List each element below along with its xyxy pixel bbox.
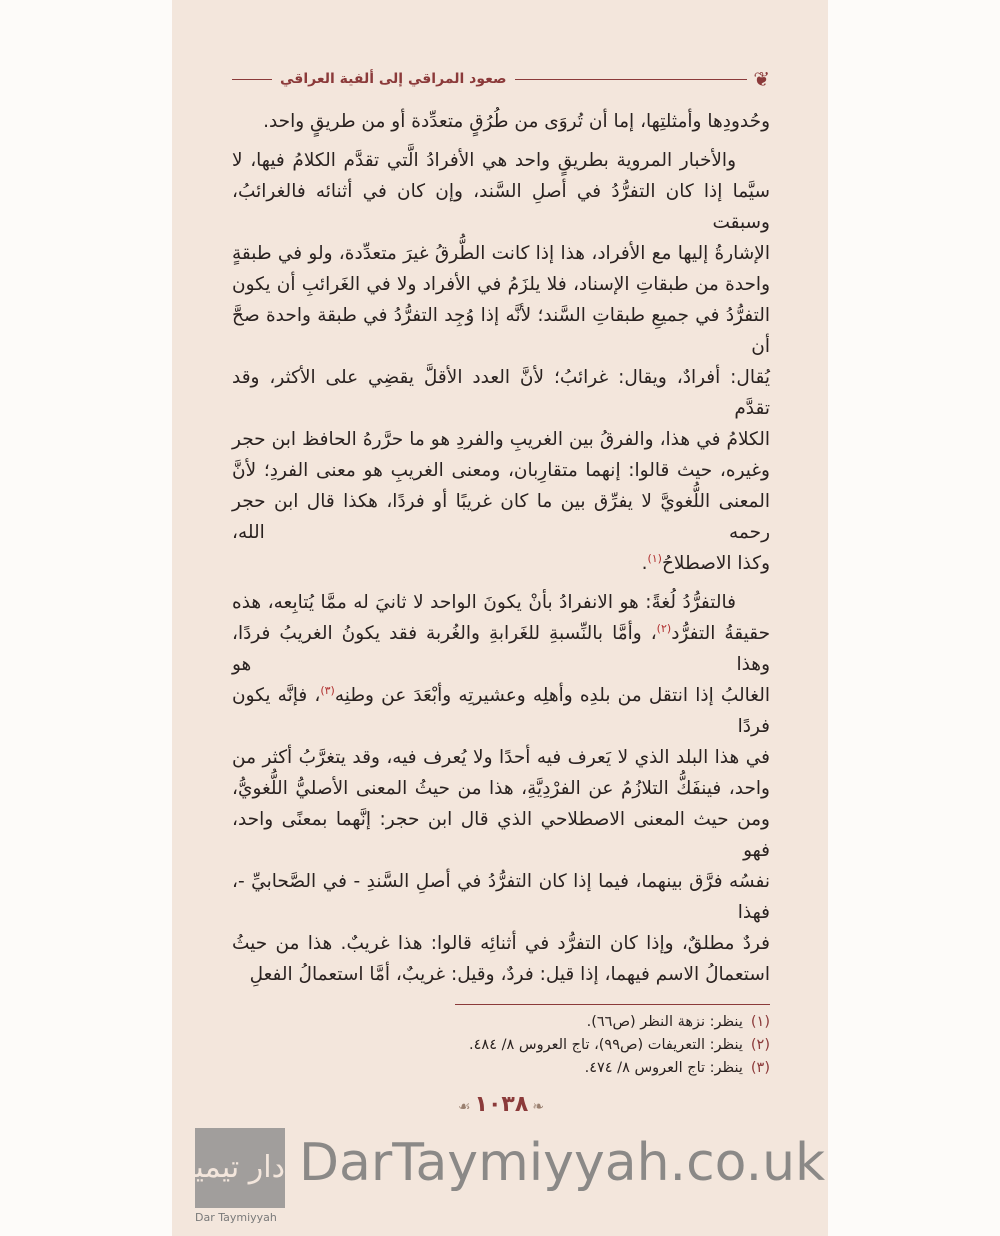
footnote-1 <box>455 1011 770 1034</box>
logo-label: Dar Taymiyyah <box>195 1211 277 1224</box>
text-line: ومن حيث المعنى الاصطلاحي الذي قال ابن حجر: إنَّهما بمعنًى واحد، فهو <box>232 809 770 861</box>
text-line: وغيره، حيث قالوا: إنهما متقارِبان، ومعنى الغريبِ هو معنى الفردِ؛ لأنَّ <box>232 460 770 481</box>
footnote-text: ينظر: نزهة النظر (ص٦٦). <box>586 1014 743 1030</box>
footnote-2 <box>455 1034 770 1057</box>
watermark-text: DarTaymiyyah.co.uk <box>299 1133 826 1193</box>
header-rule <box>515 79 748 80</box>
header-rule <box>232 79 272 80</box>
text-line: استعمالُ الاسم فيهما، إذا قيل: فردٌ، وقيل: غريبٌ، أمَّا استعمالُ الفعلِ <box>249 964 770 985</box>
footnote-number: (٢) <box>750 1037 770 1053</box>
text-line <box>232 548 770 579</box>
logo-calligraphy: دار تيمية <box>179 1150 285 1185</box>
text-segment: ، فإنَّه يكون فردًا <box>232 685 770 737</box>
footnote-3 <box>455 1057 770 1080</box>
text-segment: . <box>641 553 648 574</box>
footnote-number: (٣) <box>750 1060 770 1076</box>
text-line: فردٌ مطلقٌ، وإذا كان التفرُّد في أثنائِه قالوا: هذا غريبٌ. هذا من حيثُ <box>232 933 770 954</box>
page-number <box>232 1090 770 1122</box>
text-line: التفرُّدُ في جميعِ طبقاتِ السَّند؛ لأنَّه إذا وُجِد التفرُّدُ في طبقة واحدة صحَّ أن <box>232 305 770 357</box>
ornament-icon: ❧ <box>532 1099 544 1115</box>
paragraph-1 <box>232 106 770 137</box>
publisher-logo <box>179 1128 285 1208</box>
footnote-text: ينظر: تاج العروس ٨/ ٤٧٤. <box>584 1060 743 1076</box>
text-line: والأخبار المروية بطريقٍ واحد هي الأفرادُ الَّتي تقدَّم الكلامُ فيها، لا <box>232 150 736 171</box>
footnote-ref-2[interactable]: (٢) <box>656 621 672 635</box>
text-line: المعنى اللُّغويَّ لا يفرِّق بين ما كان غريبًا أو فردًا، هكذا قال ابن حجر رحمه الله، <box>232 491 770 543</box>
text-segment: وكذا الاصطلاحُ <box>661 553 770 574</box>
text-line: الإشارةُ إليها مع الأفراد، هذا إذا كانت الطُّرقُ غيرَ متعدِّدة، ولو في طبقةٍ <box>232 243 770 264</box>
footnote-divider <box>455 1004 770 1005</box>
paragraph-3 <box>232 587 770 990</box>
footnotes <box>455 1004 770 1080</box>
text-line: سيَّما إذا كان التفرُّدُ في أصلِ السَّند، وإن كان في أثنائه فالغرائبُ، وسبقت <box>232 181 770 233</box>
text-line: فالتفرُّدُ لُغةً: هو الانفرادُ بأنْ يكونَ الواحد لا ثانيَ له ممَّا يُتابِعه، هذه <box>232 592 736 613</box>
paragraph-2 <box>232 145 770 579</box>
text-line: في هذا البلد الذي لا يَعرف فيه أحدًا ولا يُعرف فيه، وقد يتغرَّبُ أكثر من <box>232 747 770 768</box>
footnote-ref-3[interactable]: (٣) <box>320 683 335 697</box>
text-segment: حقيقةُ التفرُّد <box>671 623 771 644</box>
footnote-ref-1[interactable]: (١) <box>647 551 662 565</box>
text-line <box>232 680 770 742</box>
text-line: وحُدودِها وأمثلتِها، إما أن تُروَى من طُرُقٍ متعدِّدة أو من طريقٍ واحد. <box>263 111 770 132</box>
text-segment: ، وأمَّا بالنِّسبةِ للغَرابةِ والغُربة فقد يكونُ الغريبُ فردًا، وهذا هو <box>232 623 770 675</box>
text-line <box>232 618 770 680</box>
floral-ornament-icon: ❦ <box>753 67 770 91</box>
text-line: يُقال: أفرادٌ، ويقال: غرائبُ؛ لأنَّ العدد الأقلَّ يقضِي على الأكثر، وقد تقدَّم <box>232 367 770 419</box>
text-line: الكلامُ في هذا، والفرقُ بين الغريبِ والفردِ هو ما حرَّرهُ الحافظ ابن حجر <box>232 429 770 450</box>
text-segment: الغالبُ إذا انتقل من بلدِه وأهلِه وعشيرتِه وأبْعَدَ عن وطنِه <box>334 685 770 706</box>
page-number-text: ١٠٣٨ <box>474 1092 529 1117</box>
text-line: نفسُه فرَّق بينهما، فيما إذا كان التفرُّدُ في أصلِ السَّندِ - في الصَّحابيِّ -، فهذا <box>232 871 770 923</box>
text-line: واحدة من طبقاتِ الإسناد، فلا يلزَمُ في الأفراد ولا في الغَرائبِ أن يكون <box>232 274 770 295</box>
running-header <box>232 66 770 92</box>
book-page <box>172 0 828 1236</box>
main-text <box>232 106 770 990</box>
header-title: صعود المراقي إلى ألفية العراقي <box>280 71 507 87</box>
footnote-text: ينظر: التعريفات (ص٩٩)، تاج العروس ٨/ ٤٨٤. <box>469 1037 743 1053</box>
watermark <box>179 1128 915 1226</box>
publisher-logo-block <box>179 1128 291 1226</box>
ornament-icon: ☙ <box>457 1099 471 1115</box>
footnote-number: (١) <box>750 1014 770 1030</box>
text-line: واحد، فينفَكُّ التلازُمُ عن الفرْدِيَّةِ، هذا من حيثُ المعنى الأصليُّ اللُّغويُّ، <box>232 778 770 799</box>
